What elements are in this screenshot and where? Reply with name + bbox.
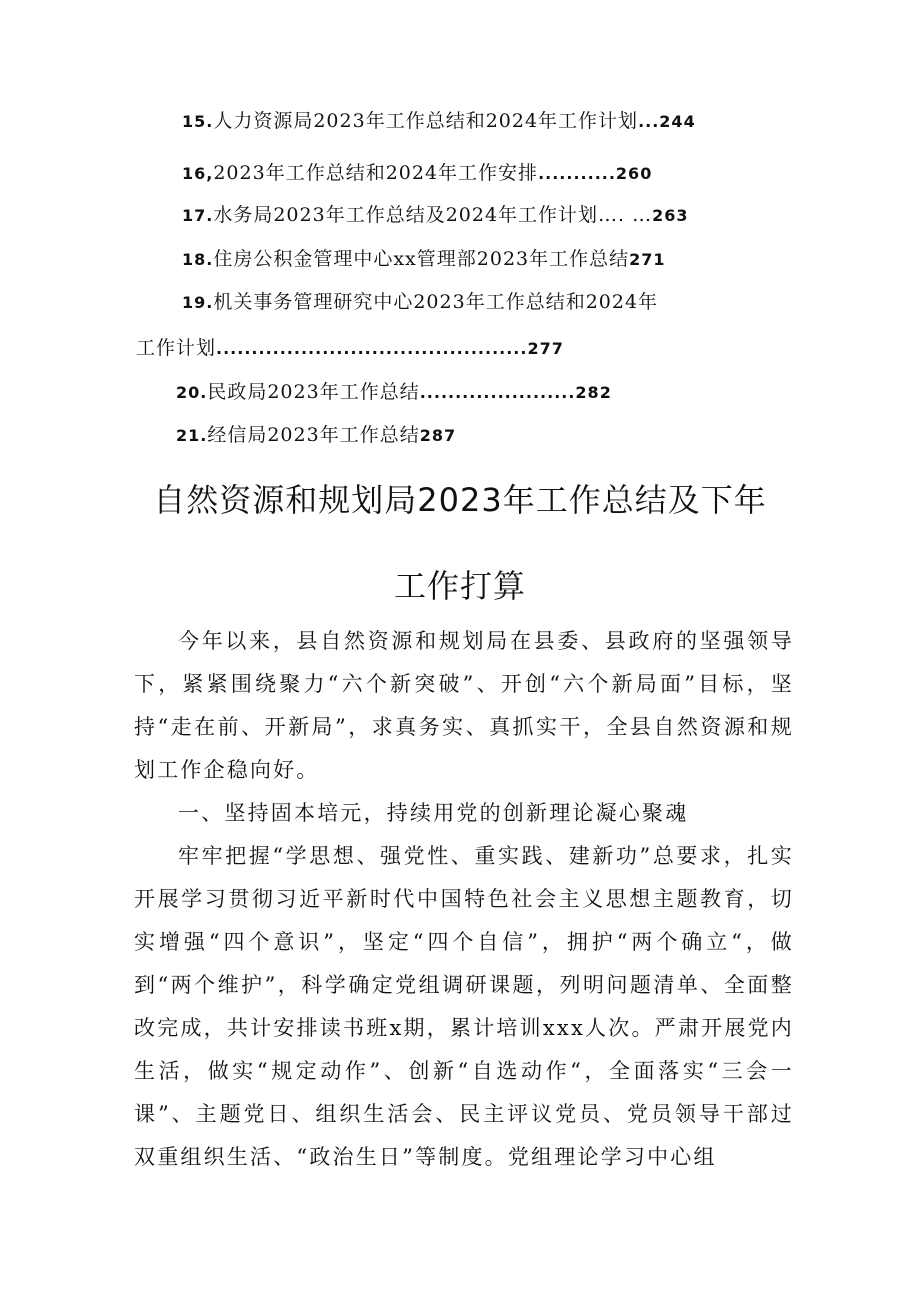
toc-item-19-continued[interactable]: 工作计划............................................277 bbox=[136, 337, 564, 359]
paragraph-section-1: 牢牢把握“学思想、强党性、重实践、建新功”总要求，扎实开展学习贯彻习近平新时代中国特色社会主义思想主题教育，切实增强“四个意识”，坚定“四个自信”，拥护“两个确立“，做到“两个维护”，科学确定党组调研课题，列明问题清单、全面整改完成，共计安排读书班x期，累计培训xxx人次。严肃开展党内生活，做实“规定动作”、创新“自选动作“，全面落实“三会一课”、主题党日、组织生活会、民主评议党员、党员领导干部过双重组织生活、“政治生日”等制度。党组理论学习中心组 bbox=[134, 844, 794, 1169]
toc-item-18[interactable]: 18.住房公积金管理中心xx管理部2023年工作总结271 bbox=[182, 248, 666, 270]
article-title-line-2: 工作打算 bbox=[393, 567, 526, 605]
toc-item-19[interactable]: 19.机关事务管理研究中心2023年工作总结和2024年 bbox=[182, 291, 659, 313]
toc-item-17[interactable]: 17.水务局2023年工作总结及2024年工作计划…. …263 bbox=[182, 204, 689, 226]
toc-item-20[interactable]: 20.民政局2023年工作总结......................282 bbox=[176, 381, 612, 403]
toc-item-21[interactable]: 21.经信局2023年工作总结287 bbox=[176, 424, 457, 446]
toc-item-16[interactable]: 16,2023年工作总结和2024年工作安排...........260 bbox=[182, 162, 653, 184]
section-heading-1: 一、坚持固本培元，持续用党的创新理论凝心聚魂 bbox=[178, 801, 689, 825]
article-body bbox=[134, 620, 794, 1179]
article-title-line-1: 自然资源和规划局2023年工作总结及下年 bbox=[153, 481, 767, 519]
paragraph-intro: 今年以来，县自然资源和规划局在县委、县政府的坚强领导下，紧紧围绕聚力“六个新突破”、开创“六个新局面”目标，坚持“走在前、开新局”，求真务实、真抓实干，全县自然资源和规划工作企稳向好。 bbox=[134, 629, 794, 782]
toc-item-15[interactable]: 15.人力资源局2023年工作总结和2024年工作计划...244 bbox=[182, 110, 696, 132]
